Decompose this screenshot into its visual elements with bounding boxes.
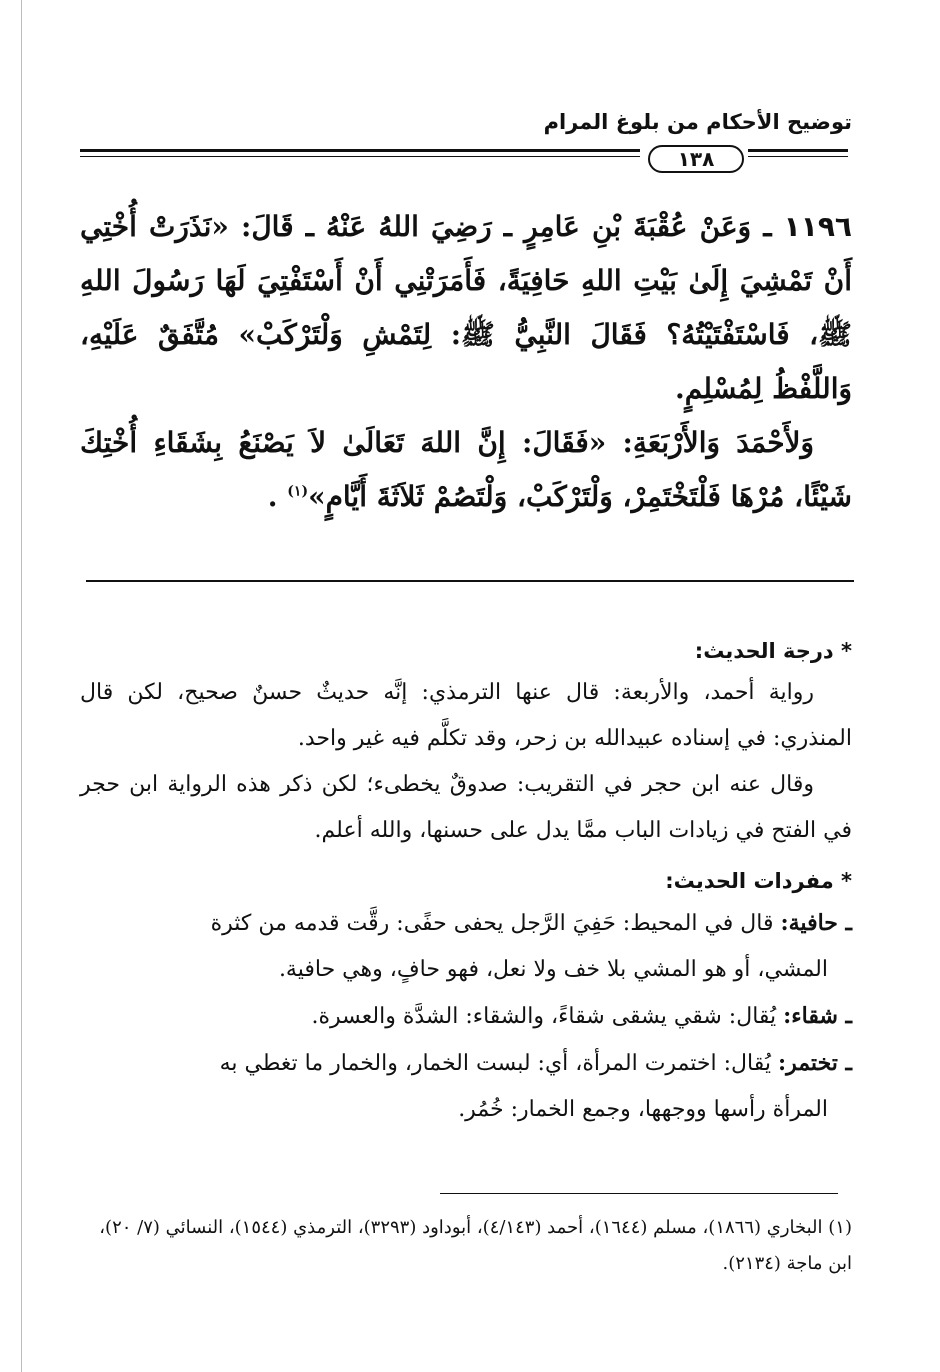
hadith-paragraph-1 [80,200,852,416]
footnote-divider [440,1193,838,1194]
page-number: ١٣٨ [648,145,744,173]
vocab-heading: * مفردات الحديث: [665,869,852,893]
hadith-text-2: وَلأَحْمَدَ وَالأَرْبَعَةِ: «فَقَالَ: إِنَّ اللهَ تَعَالَىٰ لاَ يَصْنَعُ بِشَقَاءِ أُخْتِكَ شَيْئًا، مُرْهَا فَلْتَخْتَمِرْ، وَلْتَرْكَبْ، وَلْتَصُمْ ثَلاَثَةَ أَيَّامٍ» [80,426,852,513]
hadith-paragraph-2 [80,416,852,524]
vocab-item-takhtamir [80,1040,852,1133]
vocab-definition: قال في المحيط: حَفِيَ الرَّجل يحفى حفًى: رقَّت قدمه من كثرة [210,911,774,936]
hadith-text-2-end: . [267,480,278,513]
footnote: (١) البخاري (١٨٦٦)، مسلم (١٦٤٤)، أحمد (٤/١٤٣)، أبوداود (٣٢٩٣)، الترمذي (١٥٤٤)، النسائي (٧/ ٢٠)، ابن ماجة (٢١٣٤). [99,1217,852,1274]
header-rule-thin-left [80,156,640,157]
grading-paragraph-1: رواية أحمد، والأربعة: قال عنها الترمذي: إنَّه حديثٌ حسنٌ صحيح، لكن قال المنذري: في إسناده عبيدالله بن زحر، وقد تكلَّم فيه غير واحد. [80,680,852,751]
vocab-term: ـ تختمر: [777,1050,852,1076]
header-rule-thick-right [748,149,848,152]
hadith-dash: ـ [763,210,772,243]
page-header [80,108,852,148]
commentary [80,632,852,1133]
hadith-block [80,200,852,524]
vocab-definition: يُقال: شقي يشقى شقاءً، والشقاء: الشدَّة والعسرة. [311,1004,777,1029]
vocab-definition: يُقال: اختمرت المرأة، أي: لبست الخمار، والخمار ما تغطي به [219,1051,771,1076]
scan-edge-line [21,0,22,1372]
header-rule-thin-right [748,156,848,157]
book-title: توضيح الأحكام من بلوغ المرام [543,110,852,134]
grading-paragraph-2: وقال عنه ابن حجر في التقريب: صدوقٌ يخطىء؛ لكن ذكر هذه الرواية ابن حجر في الفتح في زيادات الباب ممَّا يدل على حسنها، والله أعلم. [80,772,852,843]
vocab-term: ـ حافية: [780,910,852,936]
section-divider [86,580,854,582]
hadith-number: ١١٩٦ [783,210,852,243]
vocab-definition-cont: المشي، أو هو المشي بلا خف ولا نعل، فهو حافٍ، وهي حافية. [278,957,828,982]
footnote-ref: (١) [287,483,309,500]
header-rule-thick-left [80,149,640,152]
header-rule [80,145,848,171]
hadith-text-1: وَعَنْ عُقْبَةَ بْنِ عَامِرٍ ـ رَضِيَ اللهُ عَنْهُ ـ قَالَ: «نَذَرَتْ أُخْتِي أَنْ تَمْشِيَ إِلَىٰ بَيْتِ اللهِ حَافِيَةً، فَأَمَرَتْنِي أَنْ أَسْتَفْتِيَ لَهَا رَسُولَ اللهِ ﷺ، فَاسْتَفْتَيْتُهُ؟ فَقَالَ النَّبِيُّ ﷺ: لِتَمْشِ وَلْتَرْكَبْ» مُتَّفَقٌ عَلَيْهِ، وَاللَّفْظُ لِمُسْلِمٍ. [80,210,853,405]
grading-heading: * درجة الحديث: [694,639,852,663]
vocab-term: ـ شقاء: [783,1003,852,1029]
vocab-item-shaqa [80,993,852,1040]
vocab-item-hafiya [80,900,852,993]
vocab-definition-cont: المرأة رأسها ووجهها، وجمع الخمار: خُمُر. [458,1097,828,1122]
